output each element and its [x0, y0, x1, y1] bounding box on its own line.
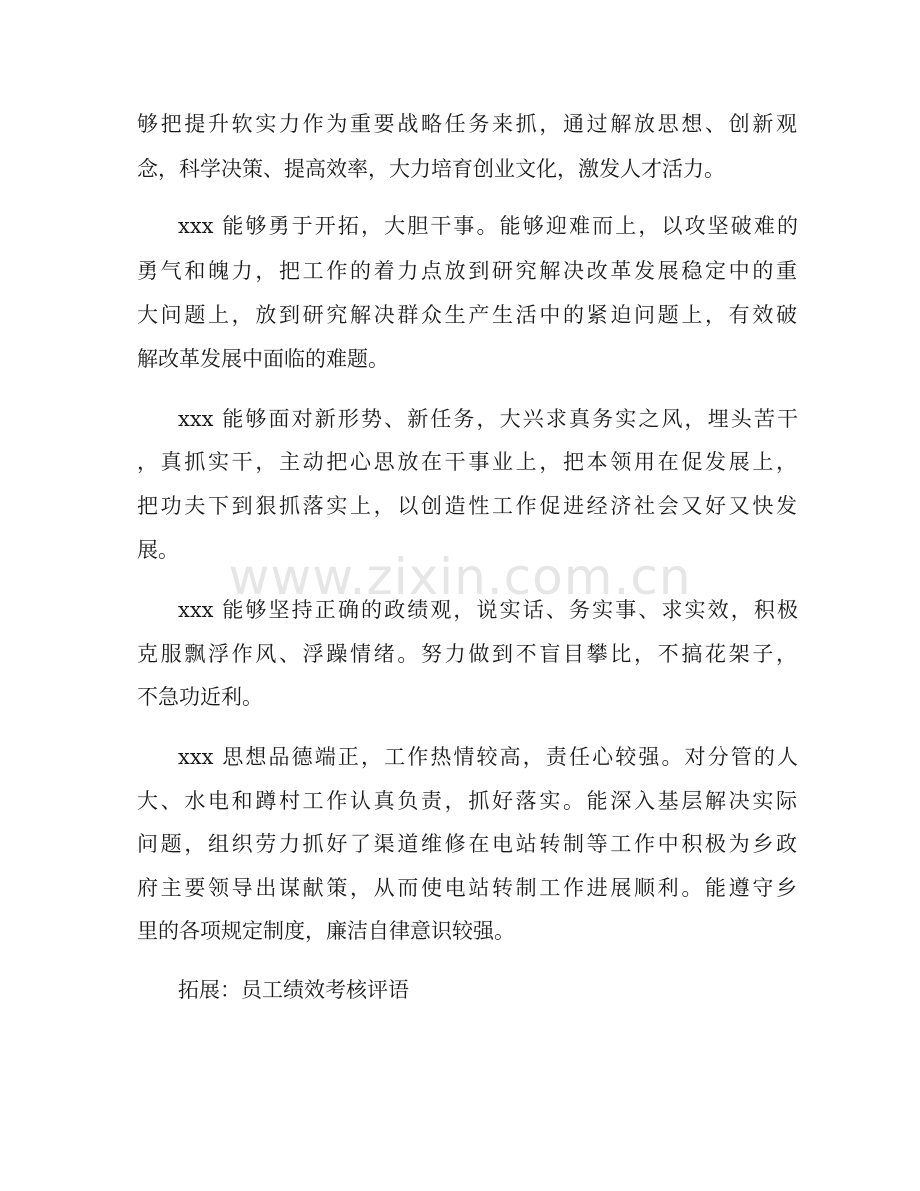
paragraph-2-line-3: 大问题上，放到研究解决群众生产生活中的紧迫问题上，有效破 [137, 303, 797, 327]
paragraph-4-line-3: 不急功近利。 [137, 685, 263, 709]
paragraph-5-line-2: 大、水电和蹲村工作认真负责，抓好落实。能深入基层解决实际 [137, 789, 797, 813]
paragraph-2-line-2: 勇气和魄力，把工作的着力点放到研究解决改革发展稳定中的重 [137, 259, 797, 283]
paragraph-5-line-1: xxx 思想品德端正，工作热情较高，责任心较强。对分管的人 [178, 745, 798, 769]
paragraph-3-line-1: xxx 能够面对新形势、新任务，大兴求真务实之风，埋头苦干 [178, 407, 798, 431]
paragraph-3-line-2: ，真抓实干，主动把心思放在干事业上，把本领用在促发展上， [137, 450, 797, 474]
paragraph-2-line-4: 解改革发展中面临的难题。 [137, 347, 389, 371]
paragraph-1-line-2: 念，科学决策、提高效率，大力培育创业文化，激发人才活力。 [137, 157, 725, 181]
paragraph-4-line-2: 克服飘浮作风、浮躁情绪。努力做到不盲目攀比，不搞花架子， [137, 642, 797, 666]
paragraph-2-line-1: xxx 能够勇于开拓，大胆干事。能够迎难而上，以攻坚破难的 [178, 214, 798, 238]
paragraph-1-line-1: 够把提升软实力作为重要战略任务来抓，通过解放思想、创新观 [137, 112, 797, 136]
paragraph-3-line-3: 把功夫下到狠抓落实上，以创造性工作促进经济社会又好又快发 [137, 494, 797, 518]
paragraph-5-line-5: 里的各项规定制度，廉洁自律意识较强。 [137, 919, 515, 943]
paragraph-4-line-1: xxx 能够坚持正确的政绩观，说实话、务实事、求实效，积极 [178, 598, 798, 622]
paragraph-5-line-4: 府主要领导出谋献策，从而使电站转制工作进展顺利。能遵守乡 [137, 876, 797, 900]
watermark: www.zixin.com.cn [228, 548, 692, 606]
paragraph-5-line-3: 问题，组织劳力抓好了渠道维修在电站转制等工作中积极为乡政 [137, 832, 797, 856]
paragraph-6-line-1: 拓展：员工绩效考核评语 [178, 978, 409, 1002]
paragraph-3-line-4: 展。 [137, 538, 179, 562]
